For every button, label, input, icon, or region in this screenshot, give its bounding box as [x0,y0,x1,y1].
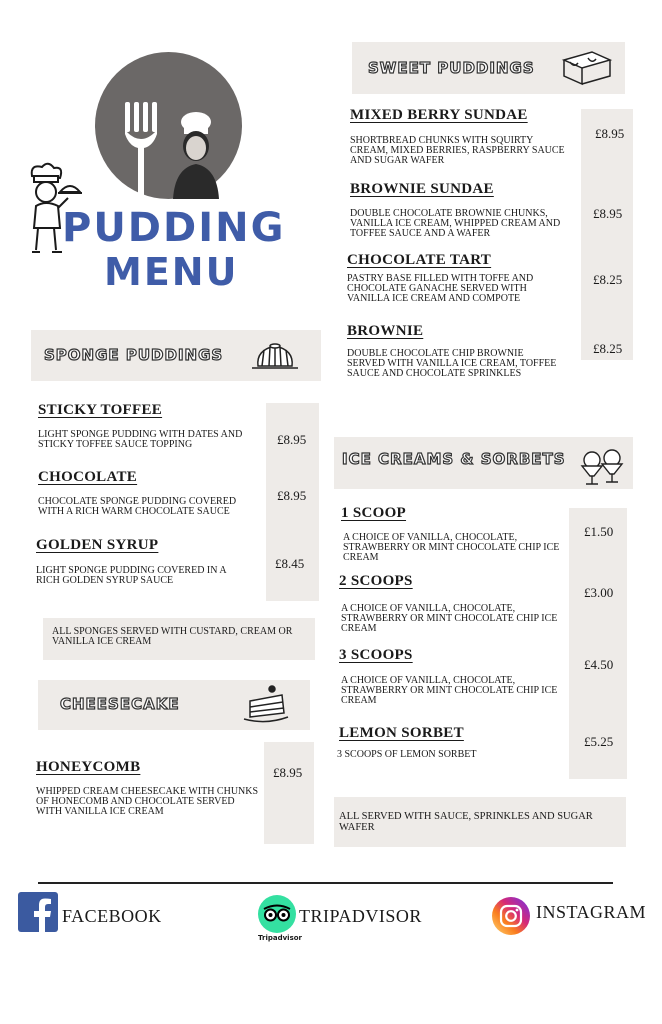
title-line-menu: MENU [104,250,239,294]
sweet-price-column [581,109,633,360]
icecream-header: ICE CREAMS & SORBETS [342,450,566,468]
item-price-sticky-toffee: £8.95 [277,432,307,447]
cheesecake-header: CHEESECAKE [60,695,180,713]
item-price-chocolate: £8.95 [277,488,307,503]
item-desc-3-scoops: A CHOICE OF VANILLA, CHOCOLATE, STRAWBERRY OR MINT CHOCOLATE CHIP ICE CREAM [341,675,558,706]
cake-slice-icon [242,683,290,725]
item-price-brownie-sundae: £8.95 [593,206,623,221]
sponge-header: SPONGE PUDDINGS [44,346,224,364]
item-price-2-scoops: £3.00 [584,585,614,600]
item-price-chocolate-tart: £8.25 [593,272,623,287]
item-name-honeycomb: HONEYCOMB [36,759,141,775]
item-name-sticky-toffee: STICKY TOFFEE [38,402,163,418]
item-desc-2-scoops: A CHOICE OF VANILLA, CHOCOLATE, STRAWBERRY OR MINT CHOCOLATE CHIP ICE CREAM [341,603,558,634]
brownie-icon [560,46,614,88]
item-desc-honeycomb: WHIPPED CREAM CHEESECAKE WITH CHUNKS OF HONECOMB AND CHOCOLATE SERVED WITH VANILLA ICE CREAM [36,786,259,817]
menu-logo [95,52,242,199]
tripadvisor-icon[interactable] [258,895,296,933]
item-name-lemon-sorbet: LEMON SORBET [339,725,464,741]
item-name-2-scoops: 2 SCOOPS [339,573,413,589]
item-price-3-scoops: £4.50 [584,657,614,672]
item-desc-1-scoop: A CHOICE OF VANILLA, CHOCOLATE, STRAWBERRY OR MINT CHOCOLATE CHIP ICE CREAM [343,532,560,563]
sweet-header: SWEET PUDDINGS [368,59,535,77]
item-price-mixed-berry-sundae: £8.95 [595,126,625,141]
sponge-note: ALL SPONGES SERVED WITH CUSTARD, CREAM OR VANILLA ICE CREAM [52,626,293,647]
item-desc-brownie-sundae: DOUBLE CHOCOLATE BROWNIE CHUNKS, VANILLA ICE CREAM, WHIPPED CREAM AND TOFFEE SAUCE AND A WAFER [350,208,561,239]
item-price-brownie: £8.25 [593,341,623,356]
footer-divider [38,882,613,884]
item-name-3-scoops: 3 SCOOPS [339,647,413,663]
item-price-golden-syrup: £8.45 [275,556,305,571]
item-price-lemon-sorbet: £5.25 [584,734,614,749]
item-price-1-scoop: £1.50 [584,524,614,539]
instagram-link[interactable]: INSTAGRAM [536,902,647,922]
item-desc-lemon-sorbet: 3 SCOOPS OF LEMON SORBET [337,749,477,760]
bundt-cake-icon [250,338,300,372]
item-name-chocolate: CHOCOLATE [38,469,138,485]
item-desc-chocolate-tart: PASTRY BASE FILLED WITH TOFFE AND CHOCOLATE GANACHE SERVED WITH VANILLA ICE CREAM AND COMPOTE [347,273,534,304]
tripadvisor-link[interactable]: TRIPADVISOR [299,906,422,926]
item-desc-golden-syrup: LIGHT SPONGE PUDDING COVERED IN A RICH GOLDEN SYRUP SAUCE [36,565,227,586]
item-desc-mixed-berry-sundae: SHORTBREAD CHUNKS WITH SQUIRTY CREAM, MIXED BERRIES, RASPBERRY SAUCE AND SUGAR WAFER [350,135,565,166]
icecream-note: ALL SERVED WITH SAUCE, SPRINKLES AND SUGAR WAFER [339,811,593,833]
facebook-link[interactable]: FACEBOOK [62,906,162,926]
cheesecake-price-column [264,742,314,844]
tripadvisor-wordmark: Tripadvisor [258,934,302,942]
facebook-icon[interactable] [18,892,58,932]
instagram-icon[interactable] [492,897,530,935]
item-name-mixed-berry-sundae: MIXED BERRY SUNDAE [350,107,528,123]
title-line-pudding: PUDDING [62,205,286,251]
item-desc-chocolate: CHOCOLATE SPONGE PUDDING COVERED WITH A RICH WARM CHOCOLATE SAUCE [38,496,237,517]
sundae-icon [574,442,628,488]
item-desc-brownie: DOUBLE CHOCOLATE CHIP BROWNIE SERVED WITH VANILLA ICE CREAM, TOFFEE SAUCE AND CHOCOLATE SPRINKLES [347,348,557,379]
item-name-1-scoop: 1 SCOOP [341,505,407,521]
item-name-chocolate-tart: CHOCOLATE TART [347,252,492,268]
item-desc-sticky-toffee: LIGHT SPONGE PUDDING WITH DATES AND STICKY TOFFEE SAUCE TOPPING [38,429,243,450]
item-name-brownie: BROWNIE [347,323,424,339]
item-price-honeycomb: £8.95 [273,765,303,780]
item-name-golden-syrup: GOLDEN SYRUP [36,537,159,553]
item-name-brownie-sundae: BROWNIE SUNDAE [350,181,494,197]
